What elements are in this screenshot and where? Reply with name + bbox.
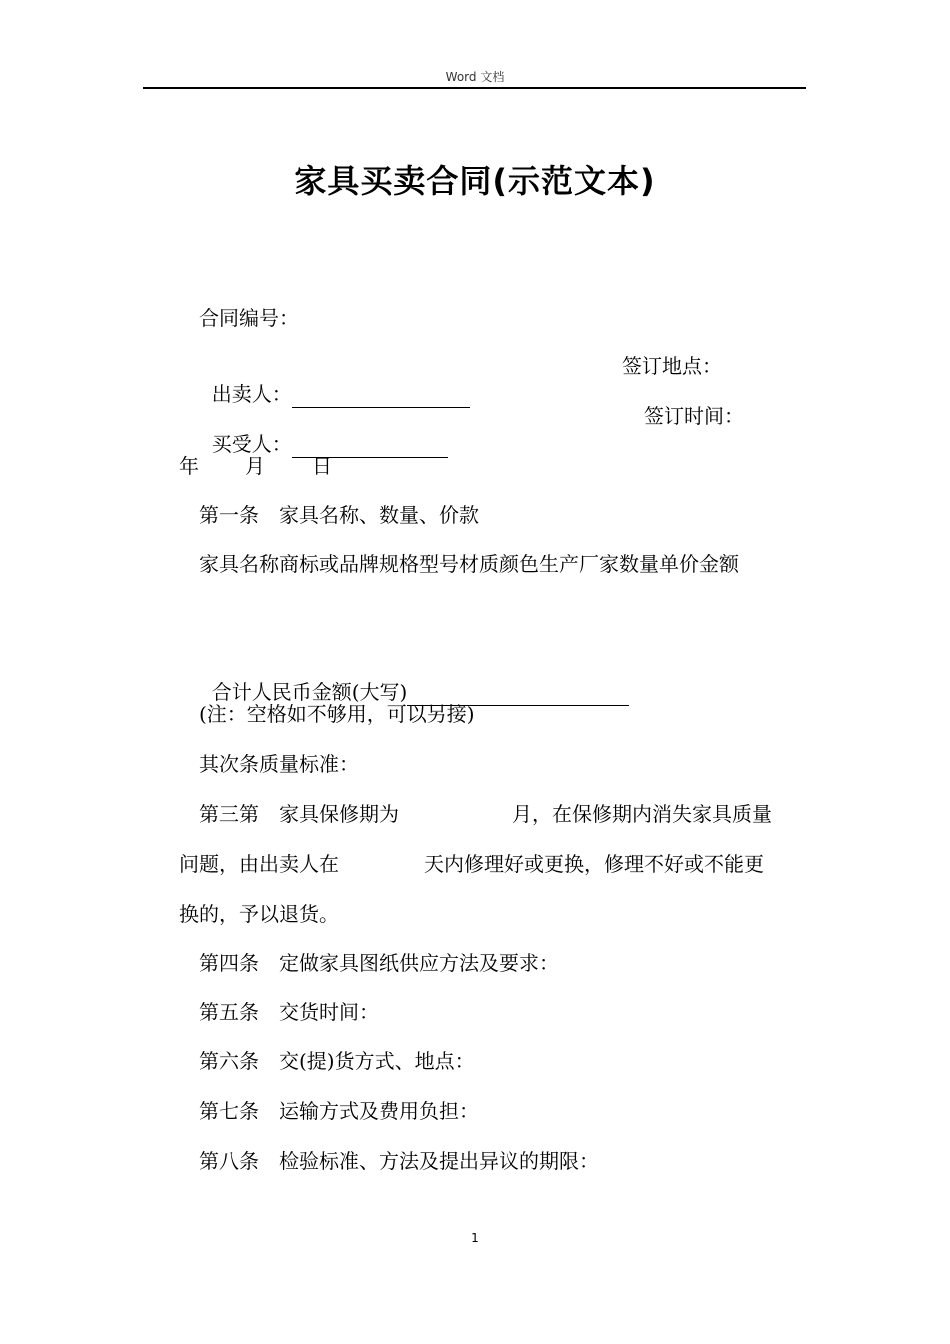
article-3-line2-suffix: 天内修理好或更换，修理不好或不能更	[424, 852, 764, 876]
total-amount-line	[199, 650, 629, 706]
article-3-prefix: 第三第 家具保修期为	[199, 802, 399, 826]
article-2: 其次条质量标准：	[199, 752, 359, 776]
article-4: 第四条 定做家具图纸供应方法及要求：	[199, 951, 559, 975]
buyer-label: 买受人：	[211, 432, 292, 456]
article-8: 第八条 检验标准、方法及提出异议的期限：	[199, 1149, 599, 1173]
article-3-line2-prefix: 问题，由出卖人在	[179, 852, 339, 876]
article-3-line3: 换的，予以退货。	[179, 902, 339, 926]
page-number: 1	[471, 1231, 479, 1245]
date-day: 日	[312, 454, 332, 478]
article-6: 第六条 交(提)货方式、地点：	[199, 1049, 475, 1073]
table-header-line: 家具名称商标或品牌规格型号材质颜色生产厂家数量单价金额	[199, 552, 739, 576]
sign-place-label: 签订地点：	[622, 354, 722, 378]
note-line: (注：空格如不够用，可以另接)	[199, 702, 475, 726]
seller-line	[199, 352, 470, 408]
seller-label: 出卖人：	[211, 382, 292, 406]
article-1: 第一条 家具名称、数量、价款	[199, 503, 479, 527]
date-month: 月	[245, 454, 265, 478]
article-7: 第七条 运输方式及费用负担：	[199, 1099, 479, 1123]
article-5: 第五条 交货时间：	[199, 1000, 379, 1024]
document-title: 家具买卖合同(示范文本)	[294, 162, 656, 200]
page-header-label: Word 文档	[445, 70, 505, 84]
buyer-line	[199, 402, 448, 458]
contract-number-label: 合同编号：	[199, 306, 299, 330]
date-year: 年	[179, 454, 199, 478]
article-3-suffix: 月，在保修期内消失家具质量	[512, 802, 772, 826]
header-rule	[143, 87, 806, 89]
sign-time-label: 签订时间：	[644, 404, 744, 428]
total-amount-label: 合计人民币金额(大写)	[211, 680, 408, 704]
